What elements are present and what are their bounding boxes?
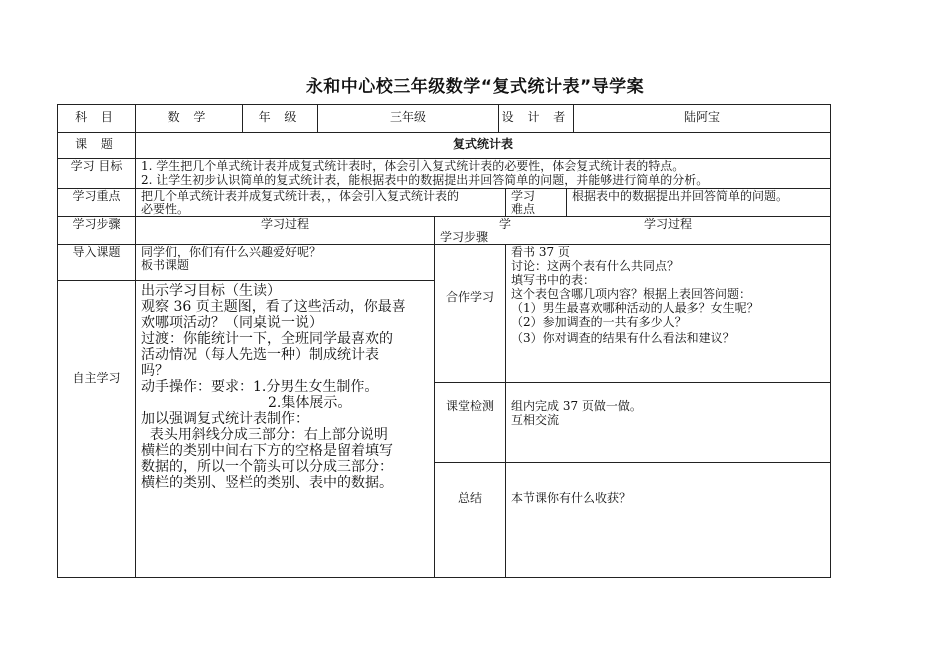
subject-value: 数 学 bbox=[167, 110, 211, 124]
summary-label: 总结 bbox=[457, 491, 482, 505]
process-label: 学习过程 bbox=[260, 217, 309, 231]
self-study-line: 表头用斜线分成三部分：右上部分说明 bbox=[141, 427, 388, 443]
cooperative-line: 看书 37 页 bbox=[511, 245, 570, 259]
self-study-line: 数据的，所以一个箭头可以分成三部分： bbox=[141, 459, 393, 475]
lesson-title: 复式统计表 bbox=[452, 137, 513, 151]
difficulty-label-1: 学习 bbox=[511, 189, 536, 203]
class-check-line-1: 组内完成 37 页做一做。 bbox=[511, 399, 642, 413]
self-study-line: 活动情况（每人先选一种）制成统计表 bbox=[141, 347, 379, 363]
self-study-line: 横栏的类别中间右下方的空格是留着填写 bbox=[141, 443, 393, 459]
steps-label: 学习步骤 bbox=[72, 217, 121, 231]
cooperative-line: （2）参加调查的一共有多少人？ bbox=[511, 315, 687, 329]
difficulty-label-2: 难点 bbox=[511, 202, 536, 216]
self-study-line: 欢哪项活动？（同桌说一说） bbox=[141, 315, 323, 331]
self-study-line: 2.集体展示。 bbox=[268, 395, 352, 411]
designer-value: 陆阿宝 bbox=[683, 110, 720, 124]
self-study-line: 横栏的类别、竖栏的类别、表中的数据。 bbox=[141, 475, 393, 491]
designer-label: 设 计 者 bbox=[501, 110, 571, 124]
cooperative-line: 填写书中的表： bbox=[511, 273, 596, 287]
goal-item-2: 2. 让学生初步认识简单的复式统计表，能根据表中的数据提出并回答简单的问题，并能够进行简单的分析。 bbox=[141, 173, 709, 187]
subject-label: 科 目 bbox=[75, 110, 118, 124]
class-check-label: 课堂检测 bbox=[445, 399, 494, 413]
intro-line-1: 同学们，你们有什么兴趣爱好呢？ bbox=[141, 245, 322, 259]
goal-item-1: 1. 学生把几个单式统计表并成复式统计表时，体会引入复式统计表的必要性，体会复式统计表的特点。 bbox=[141, 159, 685, 173]
key-points-label: 学习重点 bbox=[72, 189, 121, 203]
goals-label: 学习 目标 bbox=[70, 159, 123, 173]
class-check-line-2: 互相交流 bbox=[511, 413, 560, 427]
self-study-line: 过渡：你能统计一下，全班同学最喜欢的 bbox=[141, 331, 393, 347]
cooperative-line: 这个表包含哪几项内容？根据上表回答问题： bbox=[511, 287, 752, 301]
grade-label: 年 级 bbox=[258, 110, 302, 124]
self-study-line: 观察 36 页主题图，看了这些活动，你最喜 bbox=[141, 299, 406, 315]
key-points-line-1: 把几个单式统计表并成复式统计表，，体会引入复式统计表的 bbox=[141, 189, 460, 203]
difficulty-value: 根据表中的数据提出并回答简单的问题。 bbox=[572, 189, 789, 203]
self-study-line: 吗？ bbox=[141, 363, 169, 379]
self-study-line: 出示学习目标（生读） bbox=[141, 283, 281, 299]
self-study-label: 自主学习 bbox=[72, 371, 121, 385]
self-study-line: 动手操作：要求：1.分男生女生制作。 bbox=[141, 379, 379, 395]
cooperative-line: 讨论：这两个表有什么共同点？ bbox=[511, 259, 680, 273]
steps-label-right: 学习步骤 bbox=[440, 230, 489, 244]
steps-label-right-fragment: 学 bbox=[499, 217, 512, 231]
cooperative-line: （1）男生最喜欢哪种活动的人最多？女生呢？ bbox=[511, 301, 759, 315]
grade-value: 三年级 bbox=[389, 110, 426, 124]
process-label-right: 学习过程 bbox=[643, 217, 692, 231]
self-study-line: 加以强调复式统计表制作： bbox=[141, 411, 309, 427]
summary-value: 本节课你有什么收获？ bbox=[511, 491, 632, 505]
intro-label: 导入课题 bbox=[72, 245, 121, 259]
page-title: 永和中心校三年级数学“复式统计表”导学案 bbox=[305, 77, 645, 97]
lesson-label: 课 题 bbox=[75, 137, 118, 151]
cooperative-line: （3）你对调查的结果有什么看法和建议？ bbox=[511, 331, 735, 345]
key-points-line-2: 必要性。 bbox=[141, 202, 190, 216]
intro-line-2: 板书课题 bbox=[141, 258, 190, 272]
cooperative-label: 合作学习 bbox=[445, 290, 494, 304]
